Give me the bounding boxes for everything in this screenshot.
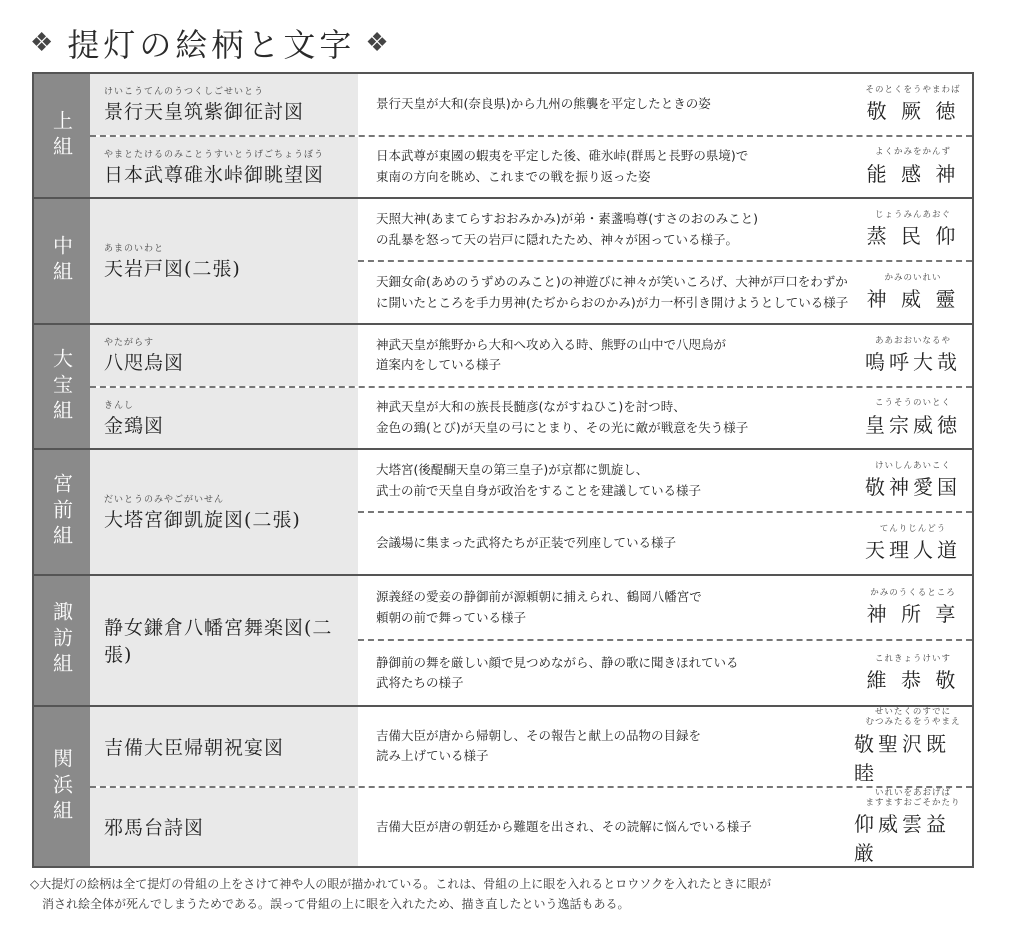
motto-text: 維 恭 敬	[866, 667, 960, 692]
work-title: 邪馬台詩図	[104, 817, 205, 840]
group-row	[34, 707, 972, 866]
work-title-ruby: けいこうてんのうつくしごせいとう	[104, 87, 265, 98]
scene-list	[358, 707, 972, 785]
work-title: 金鵄図	[104, 414, 165, 437]
motto-text: 神 所 享	[866, 602, 960, 627]
group-label: 諏訪組	[34, 576, 90, 706]
footnote-line: 消され絵全体が死んでしまうためである。誤って骨組の上に眼を入れたため、描き直したという逸話もある。	[42, 897, 630, 912]
work-title-cell	[90, 576, 358, 706]
work-title-ruby: やまとたけるのみことうすいとうげごちょうぼう	[104, 150, 325, 161]
group-body	[90, 199, 972, 322]
work-title-cell	[90, 325, 358, 386]
motto-ruby: かみのうくるところ	[870, 587, 956, 598]
motto-text: 仰威雲益厳	[854, 812, 950, 866]
lantern-table	[32, 72, 974, 868]
scene-row	[358, 199, 972, 262]
work-row	[90, 707, 972, 787]
group-row	[34, 325, 972, 450]
motto-cell	[854, 513, 972, 574]
work-title-cell	[90, 450, 358, 573]
motto-ruby: ああおおいなるや	[874, 335, 951, 346]
work-title-cell	[90, 137, 358, 198]
motto-cell	[854, 707, 972, 785]
scene-row	[358, 262, 972, 323]
scene-row	[358, 788, 972, 866]
work-row	[90, 199, 972, 322]
scene-description: 天照大神(あまてらすおおみかみ)が弟・素盞嗚尊(すさのおのみこと) の乱暴を怒って天の岩戸に隠れたため、神々が困っている様子。	[376, 211, 759, 247]
scene-list	[358, 325, 972, 386]
work-title-ruby: だいとうのみやごがいせん	[104, 494, 225, 505]
work-title-ruby: やたがらす	[104, 338, 155, 349]
motto-ruby: よくかみをかんず	[874, 147, 951, 158]
scene-description: 静御前の舞を厳しい顔で見つめながら、静の歌に聞きほれている 武将たちの様子	[376, 654, 739, 691]
work-row	[90, 388, 972, 449]
scene-row	[358, 74, 972, 135]
motto-text: 嗚呼大哉	[865, 349, 961, 374]
group-row	[34, 74, 972, 199]
work-title: 天岩戸図(二張)	[104, 258, 241, 281]
work-title-cell	[90, 788, 358, 866]
scene-description: 会議場に集まった武将たちが正装で列座している様子	[376, 535, 677, 551]
motto-text: 能 感 神	[866, 161, 960, 186]
group-body	[90, 325, 972, 448]
scene-description: 吉備大臣が唐の朝廷から難題を出され、その読解に悩んでいる様子	[376, 818, 752, 834]
work-title-cell	[90, 707, 358, 785]
motto-ruby: せいたくのすでに むつみたるをうやまえ	[865, 707, 961, 728]
scene-list	[358, 388, 972, 449]
scene-row	[358, 137, 972, 198]
scene-description: 日本武尊が東國の蝦夷を平定した後、碓氷峠(群馬と長野の県境)で 東南の方向を眺め、これまでの戦を振り返った姿	[376, 148, 749, 185]
work-row	[90, 788, 972, 866]
work-title-cell	[90, 199, 358, 322]
work-row	[90, 450, 972, 573]
group-row	[34, 199, 972, 324]
work-title-ruby: あまのいわと	[104, 244, 165, 255]
group-body	[90, 74, 972, 197]
motto-cell	[854, 325, 972, 386]
work-title-ruby: きんし	[104, 400, 135, 411]
group-body	[90, 450, 972, 573]
scene-description: 源義経の愛妾の静御前が源頼朝に捕えられ、鶴岡八幡宮で 頼朝の前で舞っている様子	[376, 588, 702, 625]
motto-text: 敬神愛国	[865, 475, 961, 500]
motto-ruby: いれいをあおげば ますますおごそかたり	[865, 787, 961, 808]
work-title: 静女鎌倉八幡宮舞楽図(二張)	[104, 617, 333, 667]
scene-row	[358, 388, 972, 449]
group-label: 宮前組	[34, 450, 90, 573]
group-label: 上組	[34, 74, 90, 197]
scene-row	[358, 325, 972, 386]
scene-description: 神武天皇が大和の族長長髄彦(ながすねひこ)を討つ時、 金色の鵄(とび)が天皇の弓にとまり、その光に敵が戦意を失う様子	[376, 399, 749, 435]
diamond-ornament-icon: ❖	[365, 28, 393, 58]
work-title-cell	[90, 388, 358, 449]
motto-text: 敬聖沢既睦	[854, 731, 950, 785]
motto-ruby: こうそうのいとく	[874, 398, 951, 409]
scene-row	[358, 576, 972, 642]
scene-description: 景行天皇が大和(奈良県)から九州の熊襲を平定したときの姿	[376, 96, 711, 112]
group-body	[90, 707, 972, 866]
motto-cell	[854, 137, 972, 198]
motto-ruby: じょうみんあおぐ	[874, 210, 951, 221]
scene-list	[358, 788, 972, 866]
work-row	[90, 74, 972, 137]
motto-cell	[854, 450, 972, 511]
scene-row	[358, 513, 972, 574]
scene-row	[358, 450, 972, 513]
motto-text: 天理人道	[865, 537, 961, 562]
scene-description: 天鈿女命(あめのうずめのみこと)の神遊びに神々が笑いころげ、大神が戸口をわずか に開いたところを手力男神(たぢからおのかみ)が力一杯引き開けようとしている様子	[376, 273, 849, 310]
scene-description: 吉備大臣が唐から帰朝し、その報告と献上の品物の目録を 読み上げている様子	[376, 727, 702, 764]
group-label: 中組	[34, 199, 90, 322]
work-title: 景行天皇筑紫御征討図	[104, 101, 305, 124]
motto-cell	[854, 576, 972, 640]
work-title: 大塔宮御凱旋図(二張)	[104, 508, 301, 531]
motto-cell	[854, 788, 972, 866]
motto-cell	[854, 388, 972, 449]
motto-cell	[854, 199, 972, 260]
group-row	[34, 576, 972, 708]
footnote	[30, 874, 990, 915]
scene-list	[358, 450, 972, 573]
scene-list	[358, 199, 972, 322]
group-body	[90, 576, 972, 706]
motto-ruby: けいしんあいこく	[874, 461, 951, 472]
work-row	[90, 137, 972, 198]
work-title: 吉備大臣帰朝祝宴図	[104, 736, 285, 759]
page-title-text: 提灯の絵柄と文字	[67, 26, 356, 64]
diamond-ornament-icon: ❖	[30, 28, 58, 58]
group-row	[34, 450, 972, 575]
work-title: 日本武尊碓氷峠御眺望図	[104, 164, 325, 187]
scene-row	[358, 641, 972, 705]
scene-list	[358, 74, 972, 135]
motto-text: 神 威 靈	[866, 287, 960, 312]
footnote-line: ◇大提灯の絵柄は全て提灯の骨組の上をさけて神や人の眼が描かれている。これは、骨組の上に眼を入れるとロウソクを入れたときに眼が	[30, 877, 772, 891]
group-label: 関浜組	[34, 707, 90, 866]
work-title-cell	[90, 74, 358, 135]
work-row	[90, 576, 972, 706]
motto-ruby: てんりじんどう	[879, 523, 947, 534]
motto-text: 皇宗威徳	[865, 412, 961, 437]
motto-cell	[854, 262, 972, 323]
motto-ruby: かみのいれい	[884, 272, 942, 283]
scene-list	[358, 576, 972, 706]
scene-description: 神武天皇が熊野から大和へ攻め入る時、熊野の山中で八咫烏が 道案内をしている様子	[376, 336, 727, 373]
motto-cell	[854, 74, 972, 135]
group-label: 大宝組	[34, 325, 90, 448]
work-title: 八咫烏図	[104, 352, 185, 375]
work-row	[90, 325, 972, 388]
motto-ruby: そのとくをうやまわば	[865, 84, 961, 95]
scene-description: 大塔宮(後醍醐天皇の第三皇子)が京都に凱旋し、 武士の前で天皇自身が政治をすることを建議している様子	[376, 462, 702, 498]
motto-text: 敬 厥 徳	[866, 98, 960, 123]
motto-ruby: これきょうけいす	[874, 653, 951, 664]
motto-text: 蒸 民 仰	[866, 224, 960, 249]
motto-cell	[854, 641, 972, 705]
page-title	[30, 18, 393, 68]
scene-row	[358, 707, 972, 785]
scene-list	[358, 137, 972, 198]
